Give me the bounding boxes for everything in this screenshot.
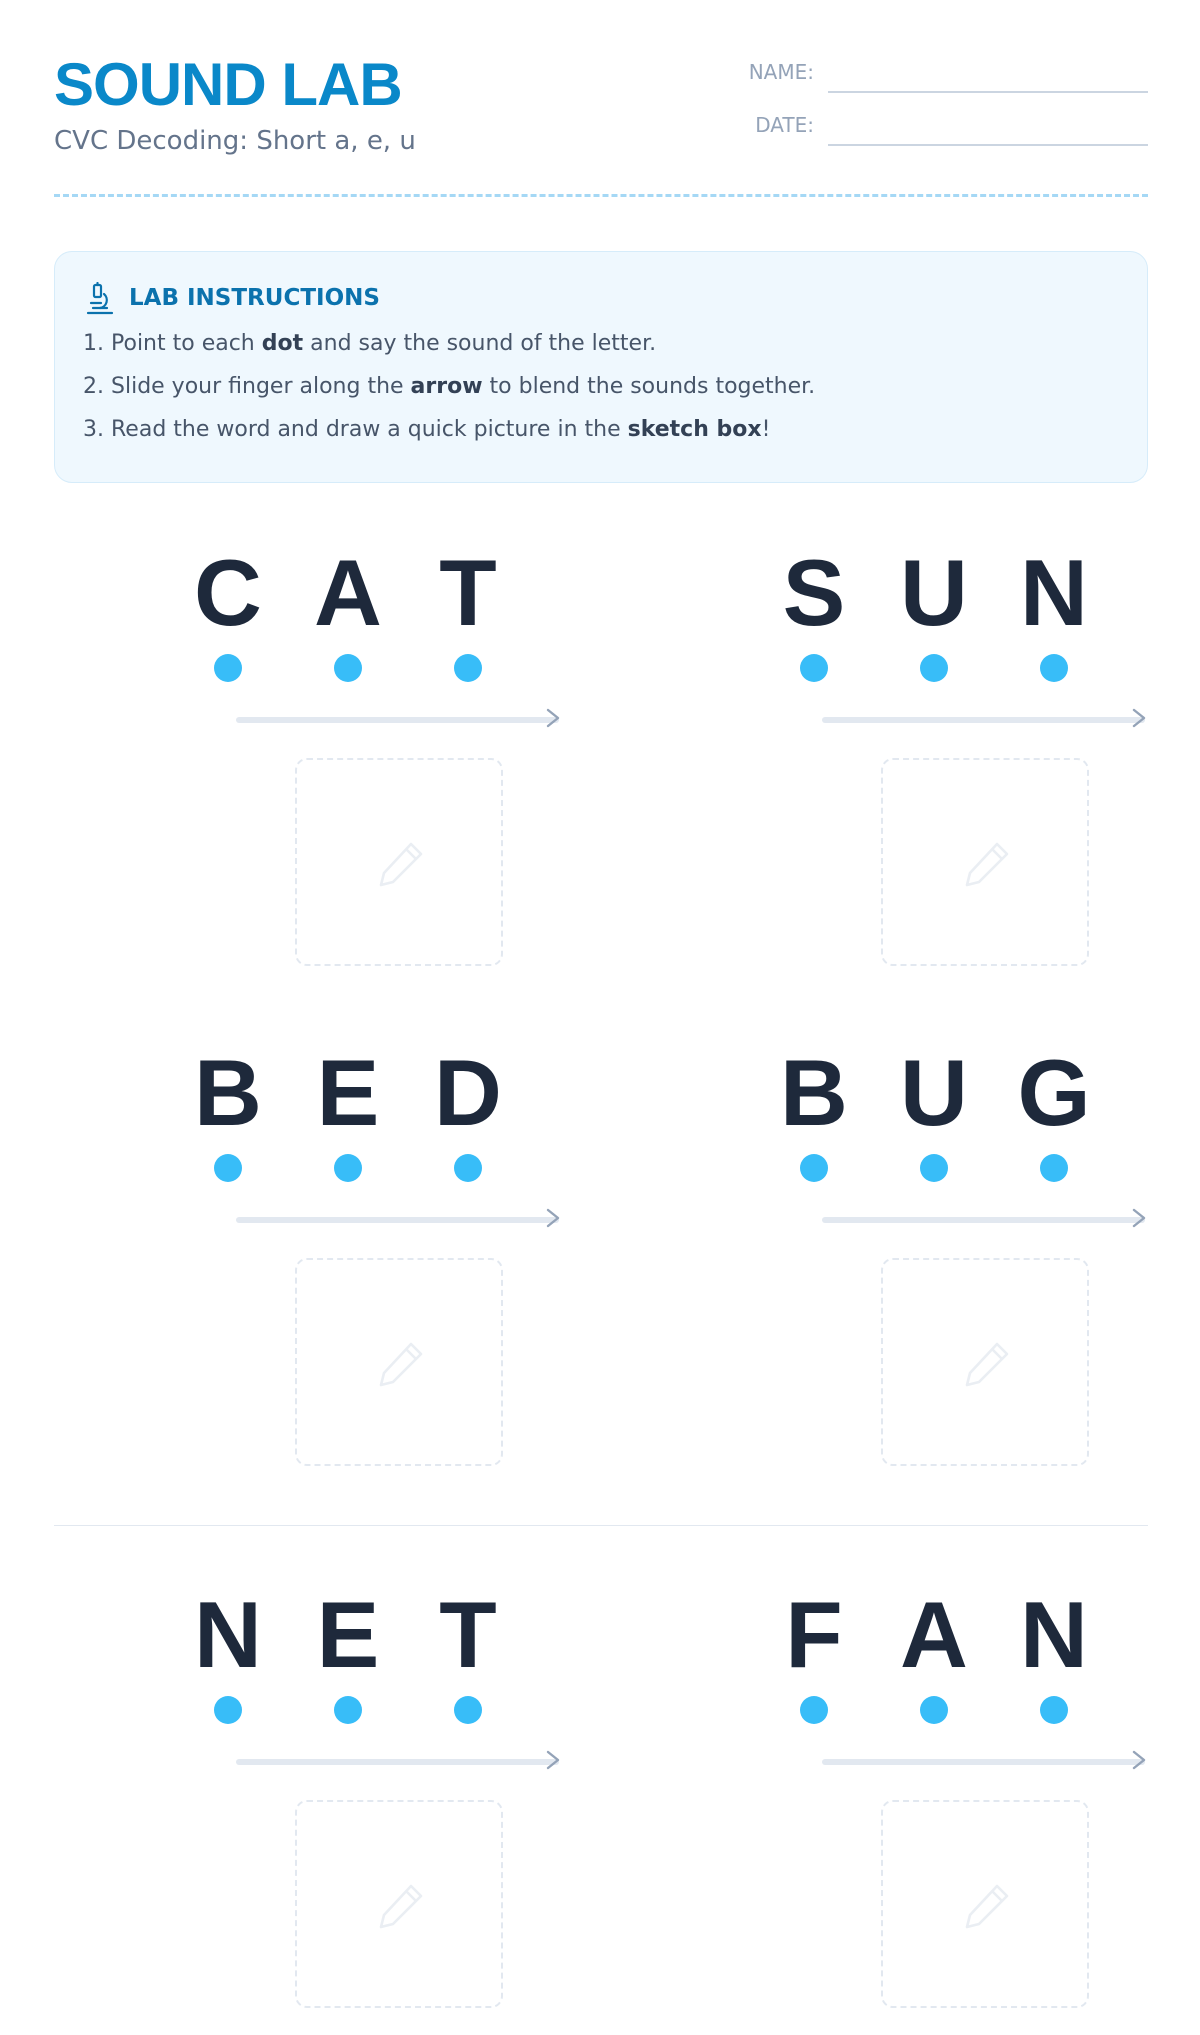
cvc-word	[724, 1040, 1164, 1145]
instruction-step-1: 1. Point to each dot and say the sound of the letter.	[83, 331, 657, 356]
sound-dot[interactable]	[454, 1154, 482, 1182]
sound-dot[interactable]	[920, 1154, 948, 1182]
sound-dot[interactable]	[920, 1696, 948, 1724]
arrow-right-icon[interactable]	[236, 1747, 566, 1771]
word-letter: N	[1020, 1582, 1088, 1687]
cvc-word	[138, 1582, 578, 1687]
word-card	[724, 1040, 1164, 1493]
sketch-box[interactable]	[881, 758, 1089, 966]
page-subtitle: CVC Decoding: Short a, e, u	[54, 126, 416, 156]
sound-dot[interactable]	[920, 654, 948, 682]
arrow-right-icon[interactable]	[822, 1205, 1152, 1229]
sound-dot[interactable]	[800, 1154, 828, 1182]
sound-dot[interactable]	[214, 654, 242, 682]
sound-dot[interactable]	[800, 654, 828, 682]
word-letter: S	[782, 540, 846, 645]
word-letter: N	[194, 1582, 262, 1687]
word-letter: E	[316, 1040, 380, 1145]
sound-dot[interactable]	[334, 654, 362, 682]
word-letter: U	[900, 540, 968, 645]
sound-dot[interactable]	[1040, 654, 1068, 682]
cvc-word	[724, 1582, 1164, 1687]
sketch-box[interactable]	[881, 1258, 1089, 1466]
arrow-right-icon[interactable]	[822, 1747, 1152, 1771]
pencil-icon	[961, 1338, 1013, 1390]
arrow-right-icon[interactable]	[822, 705, 1152, 729]
sound-dot[interactable]	[334, 1696, 362, 1724]
sound-dot[interactable]	[454, 1696, 482, 1724]
sound-dot[interactable]	[1040, 1696, 1068, 1724]
pencil-icon	[375, 838, 427, 890]
sketch-box[interactable]	[881, 1800, 1089, 2008]
word-letter: B	[194, 1040, 262, 1145]
microscope-icon	[85, 282, 115, 316]
name-line[interactable]	[828, 91, 1148, 93]
word-letter: E	[316, 1582, 380, 1687]
sketch-box[interactable]	[295, 758, 503, 966]
word-letter: T	[439, 540, 497, 645]
instruction-step-3: 3. Read the word and draw a quick picture in the sketch box!	[83, 417, 771, 442]
sketch-box[interactable]	[295, 1258, 503, 1466]
instruction-step-2: 2. Slide your finger along the arrow to blend the sounds together.	[83, 374, 816, 399]
arrow-right-icon[interactable]	[236, 705, 566, 729]
word-letter: N	[1020, 540, 1088, 645]
cvc-word	[138, 1040, 578, 1145]
instructions-panel	[54, 251, 1148, 483]
worksheet-page	[54, 0, 1148, 1687]
date-label: DATE:	[755, 113, 814, 137]
cvc-word	[138, 540, 578, 645]
sound-dot[interactable]	[454, 654, 482, 682]
word-letter: A	[900, 1582, 968, 1687]
word-letter: A	[314, 540, 382, 645]
word-letter: D	[434, 1040, 502, 1145]
word-letter: G	[1017, 1040, 1091, 1145]
instructions-title: LAB INSTRUCTIONS	[129, 285, 380, 311]
arrow-right-icon[interactable]	[236, 1205, 566, 1229]
word-card	[138, 1040, 578, 1493]
word-letter: B	[780, 1040, 848, 1145]
cvc-word	[724, 540, 1164, 645]
word-card	[724, 540, 1164, 993]
word-letter: U	[900, 1040, 968, 1145]
sketch-box[interactable]	[295, 1800, 503, 2008]
word-letter: C	[194, 540, 262, 645]
word-card	[138, 1582, 578, 2035]
word-letter: F	[785, 1582, 843, 1687]
sound-dot[interactable]	[1040, 1154, 1068, 1182]
name-label: NAME:	[748, 60, 814, 84]
pencil-icon	[961, 838, 1013, 890]
page-title: SOUND LAB	[54, 51, 402, 118]
pencil-icon	[375, 1338, 427, 1390]
word-card	[138, 540, 578, 993]
sound-dot[interactable]	[214, 1696, 242, 1724]
date-line[interactable]	[828, 144, 1148, 146]
word-card	[724, 1582, 1164, 2035]
pencil-icon	[375, 1880, 427, 1932]
word-letter: T	[439, 1582, 497, 1687]
section-divider	[54, 1525, 1148, 1526]
header-divider	[54, 194, 1148, 197]
pencil-icon	[961, 1880, 1013, 1932]
sound-dot[interactable]	[214, 1154, 242, 1182]
sound-dot[interactable]	[800, 1696, 828, 1724]
sound-dot[interactable]	[334, 1154, 362, 1182]
